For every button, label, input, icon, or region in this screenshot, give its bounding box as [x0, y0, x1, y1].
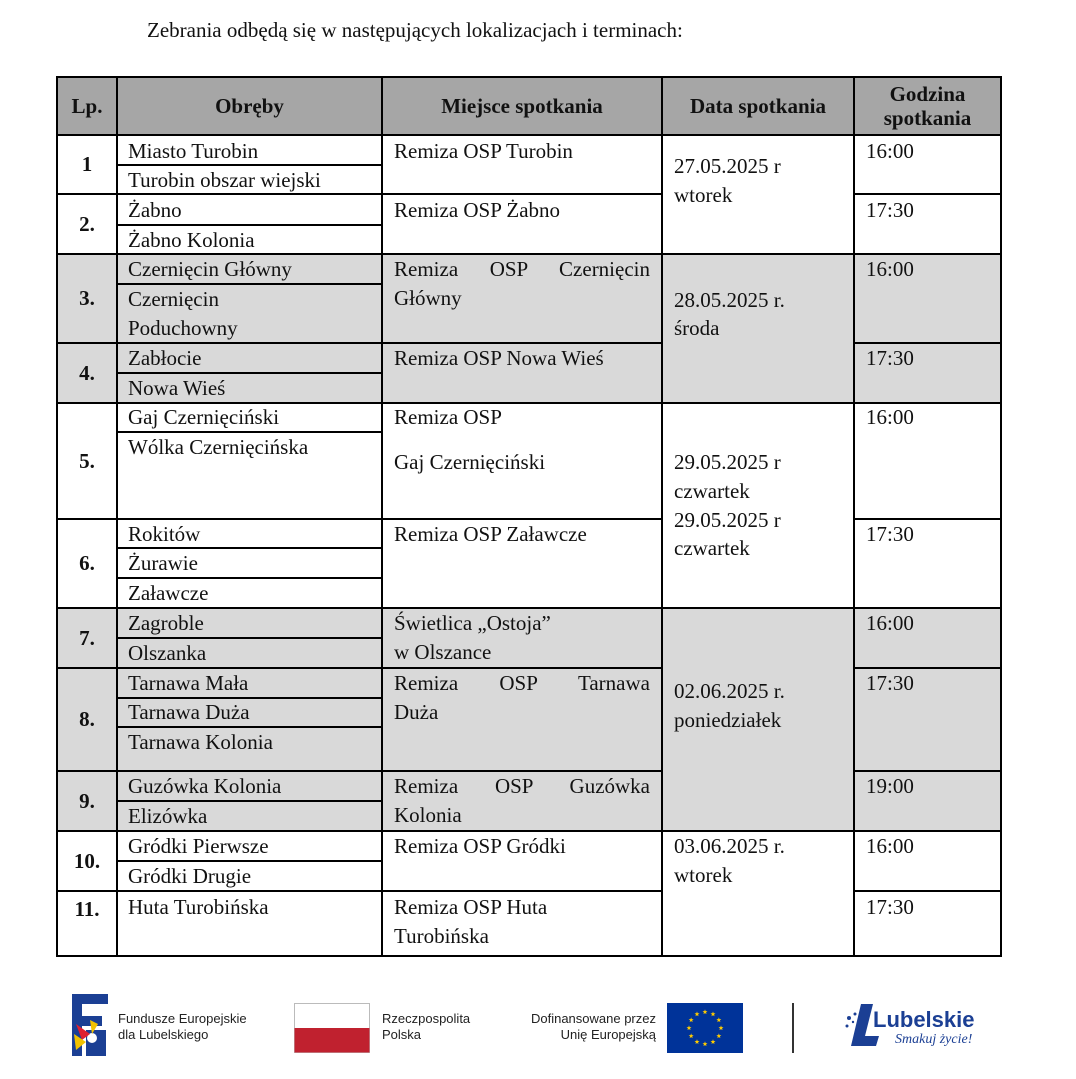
date-3-line4: czwartek	[674, 536, 750, 560]
row-4-godzina: 17:30	[866, 346, 914, 370]
row-6-obreb-3: Załawcze	[128, 581, 209, 605]
header-lp: Lp.	[71, 94, 103, 118]
row-5-miejsce-1: Remiza OSP	[394, 405, 502, 429]
rp-logo-line1: Rzeczpospolita	[382, 1011, 471, 1026]
header-godzina-line2: spotkania	[883, 106, 972, 130]
row-11-miejsce-2: Turobińska	[394, 924, 489, 948]
row-5-miejsce-2: Gaj Czernięciński	[394, 450, 546, 474]
row-7-miejsce-2: w Olszance	[394, 640, 492, 664]
row-2-obreb-1: Żabno	[128, 198, 182, 222]
row-2-lp: 2.	[79, 211, 95, 236]
rp-logo-line2: Polska	[382, 1027, 422, 1042]
date-3-line1: 29.05.2025 r	[674, 450, 781, 474]
row-9-miejsce-1: Remiza OSP Guzówka	[394, 774, 650, 798]
row-6-miejsce: Remiza OSP Załawcze	[394, 522, 587, 546]
row-10-obreb-2: Gródki Drugie	[128, 864, 252, 888]
row-3-miejsce-2: Główny	[394, 286, 462, 310]
date-3-line2: czwartek	[674, 479, 750, 503]
row-5-godzina: 16:00	[866, 405, 914, 429]
row-1-obreb-2: Turobin obszar wiejski	[128, 168, 321, 192]
lubelskie-logo-slogan: Smakuj życie!	[895, 1032, 973, 1047]
row-5-obreb-1: Gaj Czernięciński	[128, 405, 280, 429]
row-6-obreb-1: Rokitów	[128, 522, 201, 546]
row-10-godzina: 16:00	[866, 834, 914, 858]
fundusze-europejskie-logo-icon	[72, 994, 110, 1058]
date-5-line2: wtorek	[674, 863, 733, 887]
row-11-obreb-1: Huta Turobińska	[128, 895, 269, 919]
row-6-lp: 6.	[79, 551, 95, 575]
row-1-miejsce: Remiza OSP Turobin	[394, 139, 573, 163]
row-7-godzina: 16:00	[866, 611, 914, 635]
row-5-obreb-2: Wólka Czernięcińska	[128, 435, 309, 459]
row-8-miejsce-2: Duża	[394, 700, 439, 724]
row-8-obreb-3: Tarnawa Kolonia	[128, 730, 273, 754]
date-3-line3: 29.05.2025 r	[674, 508, 781, 532]
lubelskie-logo-name: Lubelskie	[873, 1007, 975, 1032]
logo-separator	[792, 1003, 794, 1053]
row-10-lp: 10.	[73, 848, 101, 873]
date-4-line2: poniedziałek	[674, 708, 782, 732]
row-11-lp: 11.	[74, 896, 100, 921]
row-4-miejsce: Remiza OSP Nowa Wieś	[394, 346, 604, 370]
polish-flag-icon	[294, 1003, 370, 1053]
date-5-line1: 03.06.2025 r.	[674, 834, 785, 858]
header-data: Data spotkania	[690, 94, 826, 118]
row-7-lp: 7.	[79, 625, 95, 650]
row-8-obreb-2: Tarnawa Duża	[128, 700, 250, 724]
date-2-line1: 28.05.2025 r.	[674, 288, 785, 312]
date-1-line1: 27.05.2025 r	[674, 154, 781, 178]
row-11-godzina: 17:30	[866, 895, 914, 919]
row-4-obreb-2: Nowa Wieś	[128, 376, 226, 400]
row-9-miejsce-2: Kolonia	[394, 803, 462, 827]
row-1-lp: 1	[81, 152, 93, 176]
date-1-line2: wtorek	[674, 183, 733, 207]
eu-flag-icon	[667, 1003, 743, 1053]
row-7-obreb-1: Zagroble	[128, 611, 204, 635]
row-2-obreb-2: Żabno Kolonia	[128, 228, 255, 252]
row-7-miejsce-1: Świetlica „Ostoja”	[394, 611, 551, 635]
row-9-obreb-2: Elizówka	[128, 804, 208, 828]
row-11-miejsce-1: Remiza OSP Huta	[394, 895, 548, 919]
row-7-obreb-2: Olszanka	[128, 641, 207, 665]
row-6-obreb-2: Żurawie	[128, 551, 198, 575]
row-3-obreb-1: Czernięcin Główny	[128, 257, 292, 281]
row-10-miejsce: Remiza OSP Gródki	[394, 834, 566, 858]
header-godzina	[854, 77, 1001, 135]
header-miejsce: Miejsce spotkania	[441, 94, 603, 118]
ue-logo-line2: Unię Europejską	[560, 1027, 656, 1042]
row-3-godzina: 16:00	[866, 257, 914, 281]
intro-text: Zebrania odbędą się w następujących lokalizacjach i terminach:	[147, 18, 683, 42]
row-3-miejsce-1: Remiza OSP Czernięcin	[394, 257, 650, 281]
date-4-line1: 02.06.2025 r.	[674, 679, 785, 703]
row-10-obreb-1: Gródki Pierwsze	[128, 834, 269, 858]
header-godzina-line1: Godzina	[889, 82, 966, 106]
row-3-lp: 3.	[79, 286, 95, 310]
row-9-lp: 9.	[79, 788, 95, 813]
row-6-godzina: 17:30	[866, 522, 914, 546]
row-9-godzina: 19:00	[866, 774, 914, 798]
header-obreby: Obręby	[215, 94, 284, 118]
row-8-lp: 8.	[79, 707, 95, 731]
row-3-obreb-3: Poduchowny	[128, 316, 238, 340]
row-1-godzina: 16:00	[866, 139, 914, 163]
row-8-obreb-1: Tarnawa Mała	[128, 671, 249, 695]
fe-logo-line1: Fundusze Europejskie	[118, 1011, 247, 1026]
row-8-godzina: 17:30	[866, 671, 914, 695]
row-2-godzina: 17:30	[866, 198, 914, 222]
row-4-obreb-1: Zabłocie	[128, 346, 202, 370]
row-9-obreb-1: Guzówka Kolonia	[128, 774, 282, 798]
fe-logo-line2: dla Lubelskiego	[118, 1027, 209, 1042]
date-2-line2: środa	[674, 316, 720, 340]
row-8-miejsce-1: Remiza OSP Tarnawa	[394, 671, 650, 695]
row-3-obreb-2: Czernięcin	[128, 287, 219, 311]
row-2-miejsce: Remiza OSP Żabno	[394, 198, 561, 222]
row-5-lp: 5.	[79, 448, 95, 473]
row-4-lp: 4.	[79, 360, 95, 385]
row-1-obreb-1: Miasto Turobin	[128, 139, 259, 163]
ue-logo-line1: Dofinansowane przez	[530, 1011, 656, 1026]
